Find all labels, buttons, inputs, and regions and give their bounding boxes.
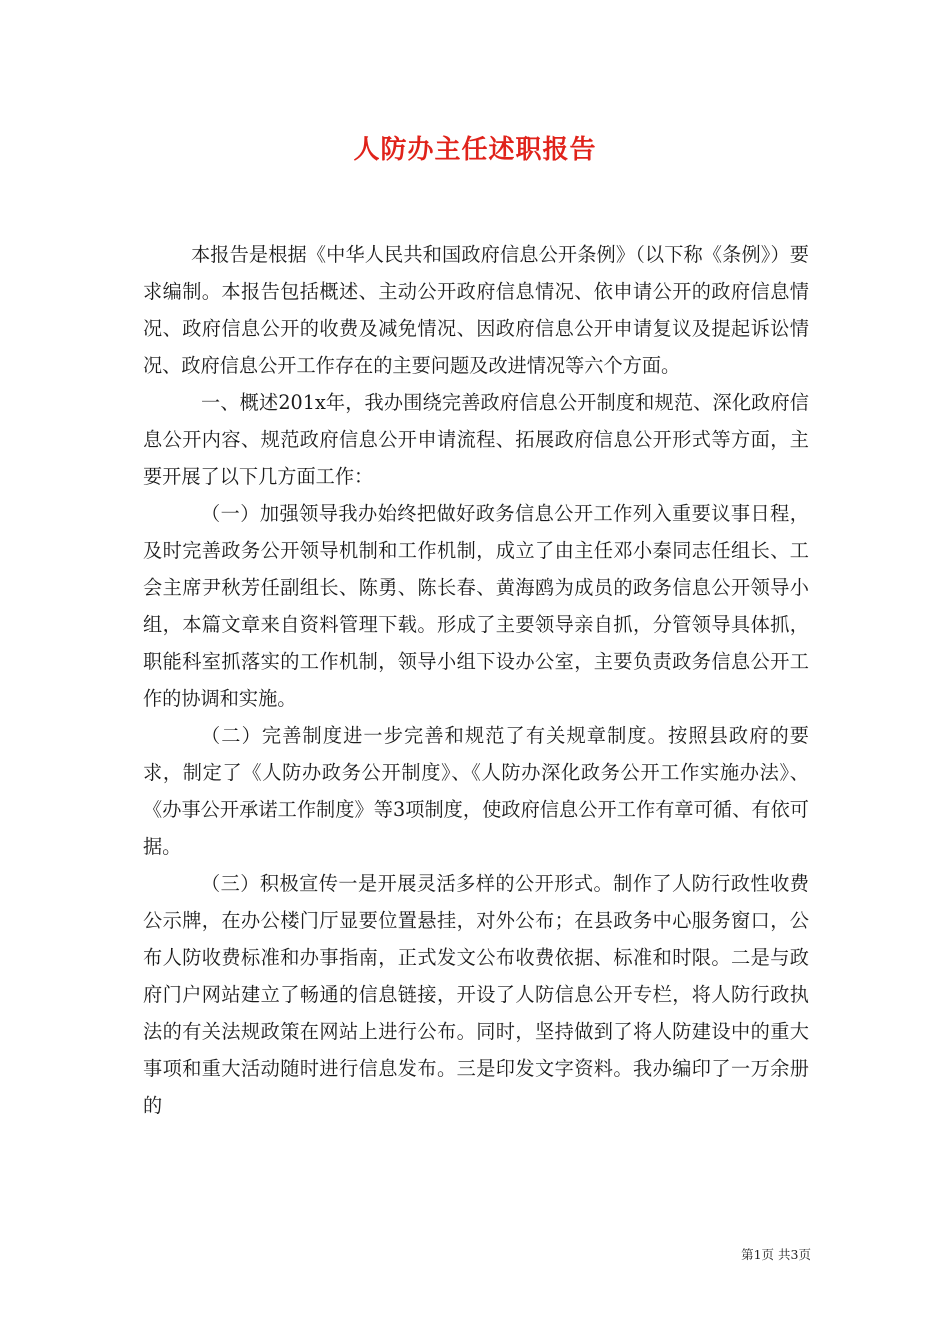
paragraph-intro: 本报告是根据《中华人民共和国政府信息公开条例》（以下称《条例》）要求编制。本报告包括概述、主动公开政府信息情况、依申请公开的政府信息情况、政府信息公开的收费及减免情况、因政府信息公开申请复议及提起诉讼情况、政府信息公开工作存在的主要问题及改进情况等六个方面。 <box>143 243 809 377</box>
paragraph-publicity: （三）积极宣传一是开展灵活多样的公开形式。制作了人防行政性收费公示牌，在办公楼门厅显要位置悬挂，对外公布；在县政务中心服务窗口，公布人防收费标准和办事指南，正式发文公布收费依据、标准和时限。二是与政府门户网站建立了畅通的信息链接，开设了人防信息公开专栏，将人防行政执法的有关法规政策在网站上进行公布。同时，坚持做到了将人防建设中的重大事项和重大活动随时进行信息发布。三是印发文字资料。我办编印了一万余册的 <box>143 872 809 1117</box>
paragraph-system: （二）完善制度进一步完善和规范了有关规章制度。按照县政府的要求，制定了《人防办政务公开制度》、《人防办深化政务公开工作实施办法》、《办事公开承诺工作制度》等3项制度，使政府信息公开工作有章可循、有依可据。 <box>143 724 809 858</box>
document-title: 人防办主任述职报告 <box>353 135 597 165</box>
paragraph-overview: 一、概述201x年，我办围绕完善政府信息公开制度和规范、深化政府信息公开内容、规范政府信息公开申请流程、拓展政府信息公开形式等方面，主要开展了以下几方面工作： <box>143 391 809 488</box>
document-body <box>143 236 809 1124</box>
page-number: 第1页 共3页 <box>741 1247 811 1262</box>
paragraph-leadership: （一）加强领导我办始终把做好政务信息公开工作列入重要议事日程，及时完善政务公开领导机制和工作机制，成立了由主任邓小秦同志任组长、工会主席尹秋芳任副组长、陈勇、陈长春、黄海鸥为成员的政务信息公开领导小组，本篇文章来自资料管理下载。形成了主要领导亲自抓，分管领导具体抓，职能科室抓落实的工作机制，领导小组下设办公室，主要负责政务信息公开工作的协调和实施。 <box>143 502 809 710</box>
